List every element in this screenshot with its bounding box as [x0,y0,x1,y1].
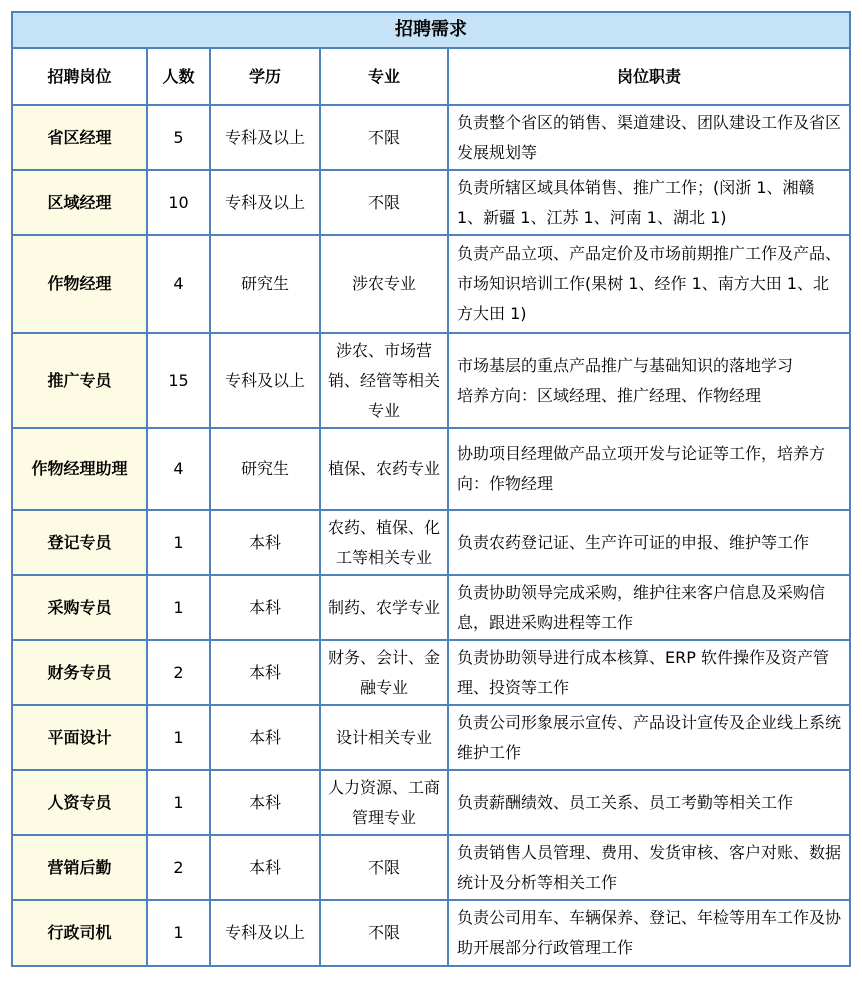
cell-duties [448,900,850,966]
header-education: 学历 [210,48,320,105]
cell-position: 区域经理 [12,170,147,235]
cell-major: 制药、农学专业 [320,575,448,640]
cell-count: 1 [147,900,210,966]
cell-education: 专科及以上 [210,333,320,428]
cell-education: 本科 [210,770,320,835]
duty-line: 负责公司用车、车辆保养、登记、年检等用车工作及协助开展部分行政管理工作 [457,908,842,957]
cell-count: 1 [147,510,210,575]
cell-duties [448,770,850,835]
cell-major: 不限 [320,170,448,235]
duty-line: 协助项目经理做产品立项开发与论证等工作，培养方向：作物经理 [457,444,826,493]
cell-count: 4 [147,235,210,333]
recruitment-table-container [11,11,849,967]
duty-line: 负责所辖区域具体销售、推广工作；(闵浙 1、湘赣 1、新疆 1、江苏 1、河南 1、湖北 1) [457,177,815,227]
table-row [12,510,850,575]
cell-duties [448,105,850,170]
table-row [12,705,850,770]
cell-position: 财务专员 [12,640,147,705]
table-row [12,835,850,900]
duty-line: 负责产品立项、产品定价及市场前期推广工作及产品、市场知识培训工作(果树 1、经作 1、南方大田 1、北方大田 1) [457,244,842,323]
cell-duties [448,333,850,428]
cell-position: 营销后勤 [12,835,147,900]
cell-major: 涉农专业 [320,235,448,333]
cell-education: 本科 [210,835,320,900]
header-major: 专业 [320,48,448,105]
cell-duties [448,428,850,510]
cell-major: 涉农、市场营销、经管等相关专业 [320,333,448,428]
header-row [12,48,850,105]
table-row [12,428,850,510]
cell-position: 作物经理 [12,235,147,333]
cell-position: 平面设计 [12,705,147,770]
duty-line: 负责协助领导完成采购，维护往来客户信息及采购信息，跟进采购进程等工作 [457,582,826,632]
duty-line: 负责农药登记证、生产许可证的申报、维护等工作 [457,532,810,552]
cell-position: 行政司机 [12,900,147,966]
cell-education: 专科及以上 [210,170,320,235]
cell-duties [448,235,850,333]
cell-count: 1 [147,770,210,835]
cell-education: 研究生 [210,235,320,333]
cell-major: 财务、会计、金融专业 [320,640,448,705]
cell-duties [448,575,850,640]
table-row [12,900,850,966]
table-row [12,105,850,170]
cell-duties [448,835,850,900]
cell-education: 研究生 [210,428,320,510]
table-row [12,235,850,333]
table-body [12,105,850,966]
cell-position: 作物经理助理 [12,428,147,510]
cell-count: 2 [147,640,210,705]
cell-position: 人资专员 [12,770,147,835]
table-row [12,333,850,428]
cell-count: 2 [147,835,210,900]
cell-major: 农药、植保、化工等相关专业 [320,510,448,575]
cell-duties [448,705,850,770]
header-position: 招聘岗位 [12,48,147,105]
title-row [12,12,850,48]
cell-count: 10 [147,170,210,235]
cell-education: 本科 [210,575,320,640]
cell-major: 人力资源、工商管理专业 [320,770,448,835]
duty-line: 市场基层的重点产品推广与基础知识的落地学习 [457,355,794,375]
recruitment-table [11,11,851,967]
cell-education: 本科 [210,705,320,770]
duty-line: 培养方向：区域经理、推广经理、作物经理 [457,385,762,405]
cell-count: 1 [147,575,210,640]
cell-count: 1 [147,705,210,770]
duty-line: 负责销售人员管理、费用、发货审核、客户对账、数据统计及分析等相关工作 [457,842,842,892]
cell-major: 不限 [320,105,448,170]
duty-line: 负责协助领导进行成本核算、ERP 软件操作及资产管理、投资等工作 [457,647,829,697]
cell-major: 不限 [320,835,448,900]
header-duties: 岗位职责 [448,48,850,105]
cell-count: 5 [147,105,210,170]
cell-duties [448,170,850,235]
cell-major: 不限 [320,900,448,966]
duty-line: 负责整个省区的销售、渠道建设、团队建设工作及省区发展规划等 [457,112,842,162]
cell-education: 本科 [210,510,320,575]
cell-position: 推广专员 [12,333,147,428]
table-row [12,575,850,640]
cell-duties [448,640,850,705]
cell-major: 植保、农药专业 [320,428,448,510]
header-count: 人数 [147,48,210,105]
cell-count: 15 [147,333,210,428]
table-title: 招聘需求 [12,12,850,48]
cell-position: 登记专员 [12,510,147,575]
table-row [12,770,850,835]
table-row [12,170,850,235]
cell-major: 设计相关专业 [320,705,448,770]
cell-position: 采购专员 [12,575,147,640]
duty-line: 负责薪酬绩效、员工关系、员工考勤等相关工作 [457,792,794,812]
cell-education: 本科 [210,640,320,705]
cell-count: 4 [147,428,210,510]
table-row [12,640,850,705]
cell-position: 省区经理 [12,105,147,170]
duty-line: 负责公司形象展示宣传、产品设计宣传及企业线上系统维护工作 [457,712,842,762]
cell-duties [448,510,850,575]
cell-education: 专科及以上 [210,900,320,966]
cell-education: 专科及以上 [210,105,320,170]
